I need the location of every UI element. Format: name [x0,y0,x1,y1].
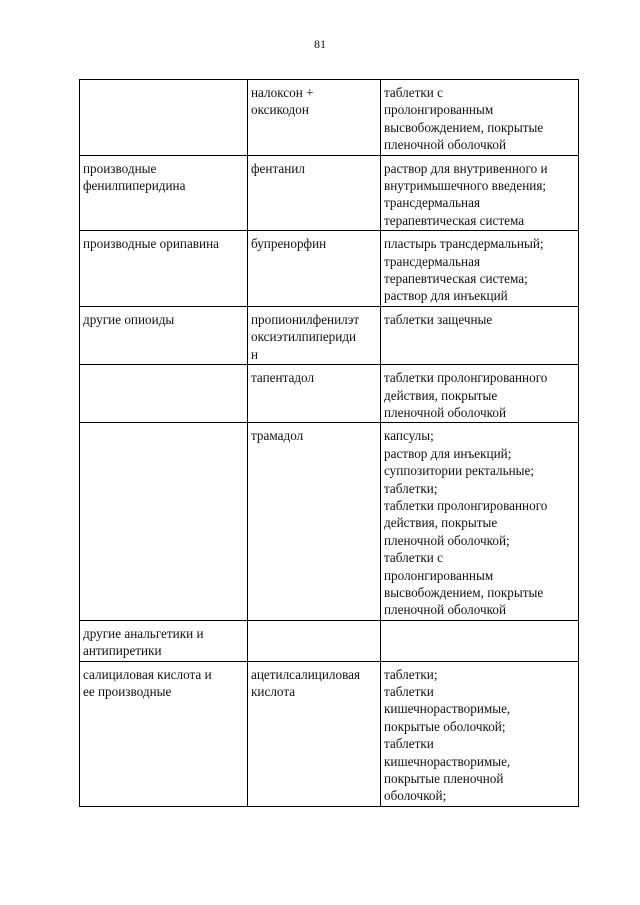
forms-text-line: капсулы; [384,428,434,444]
forms-text-line: таблетки пролонгированного [384,497,548,513]
drug-text-line: ацетилсалициловая [251,666,361,682]
forms-text-line: действия, покрытые [384,387,498,403]
forms-text-line: высвобождением, покрытые [384,119,544,135]
forms-text-line: пленочной оболочкой [384,137,507,153]
drug-cell [248,155,381,231]
group-text-line: производные орипавина [83,236,219,252]
forms-text-line: кишечнорастворимые, [384,701,511,717]
drug-text-line: оксикодон [251,102,309,118]
forms-text-line: трансдермальная [384,195,481,211]
table-row [80,231,579,307]
group-cell [80,231,248,307]
table-row [80,620,579,661]
forms-text-line: таблетки с [384,85,443,100]
forms-text-line: пролонгированным [384,102,494,118]
forms-cell [381,231,579,307]
forms-text-line: действия, покрытые [384,515,498,531]
table-row [80,661,579,806]
forms-text-line: пленочной оболочкой [384,602,507,618]
forms-cell [381,80,579,156]
forms-text-line: таблетки; [384,480,438,496]
drug-text-line: трамадол [251,428,304,444]
forms-text-line: терапевтическая система [384,212,525,228]
forms-text-line: трансдермальная [384,253,481,269]
drug-text-line: бупренорфин [251,236,327,252]
forms-text-line: суппозитории ректальные; [384,463,535,479]
group-text-line: другие анальгетики и [83,625,204,641]
drug-text-line: тапентадол [251,370,315,386]
forms-text-line: раствор для инъекций; [384,445,512,461]
table-row [80,155,579,231]
medication-table [79,79,579,807]
table-row [80,306,579,364]
table-row [80,423,579,620]
drug-text-line: пропионилфенилэт [251,311,360,327]
forms-cell [381,423,579,620]
forms-text-line: таблетки защечные [384,311,493,327]
forms-text-line: терапевтическая система; [384,271,528,287]
group-cell [80,306,248,364]
group-cell [80,423,248,620]
forms-text-line: пролонгированным [384,567,494,583]
forms-text-line: кишечнорастворимые, [384,753,511,769]
forms-text-line: пленочной оболочкой; [384,532,510,548]
drug-text-line: налоксон + [251,85,314,100]
forms-text-line: пленочной оболочкой [384,404,507,420]
forms-text-line: высвобождением, покрытые [384,584,544,600]
drug-cell [248,231,381,307]
page-number: 81 [314,37,326,51]
forms-text-line: таблетки с [384,550,443,566]
group-text-line: производные [83,160,157,176]
forms-text-line: покрытые оболочкой; [384,718,506,734]
group-text-line: фенилпиперидина [83,178,186,194]
drug-cell [248,423,381,620]
drug-cell [248,661,381,806]
forms-text-line: пластырь трансдермальный; [384,236,544,252]
forms-text-line: покрытые пленочной [384,771,504,787]
group-text-line: антипиретики [83,643,162,659]
forms-text-line: раствор для инъекций [384,288,508,304]
drug-text-line: кислота [251,684,296,699]
table-row [80,80,579,156]
drug-cell [248,620,381,661]
table-body [80,80,579,807]
forms-text-line: таблетки; [384,666,438,682]
forms-text-line: внутримышечного введения; [384,178,547,194]
forms-cell [381,661,579,806]
forms-text-line: таблетки [384,736,434,752]
forms-text-line: таблетки пролонгированного [384,370,548,386]
group-cell [80,155,248,231]
drug-cell [248,80,381,156]
group-cell [80,80,248,156]
forms-text-line: таблетки [384,684,434,699]
drug-text-line: н [251,346,259,362]
forms-cell [381,365,579,423]
forms-cell [381,306,579,364]
drug-cell [248,306,381,364]
forms-cell [381,155,579,231]
group-cell [80,365,248,423]
forms-text-line: раствор для внутривенного и [384,160,548,176]
group-text-line: другие опиоиды [83,311,175,327]
table-row [80,365,579,423]
group-cell [80,620,248,661]
forms-text-line: оболочкой; [384,788,447,804]
drug-cell [248,365,381,423]
drug-text-line: фентанил [251,160,305,176]
group-cell [80,661,248,806]
group-text-line: салициловая кислота и [83,666,212,682]
drug-text-line: оксиэтилпипериди [251,329,357,345]
group-text-line: ее производные [83,684,172,699]
forms-cell [381,620,579,661]
